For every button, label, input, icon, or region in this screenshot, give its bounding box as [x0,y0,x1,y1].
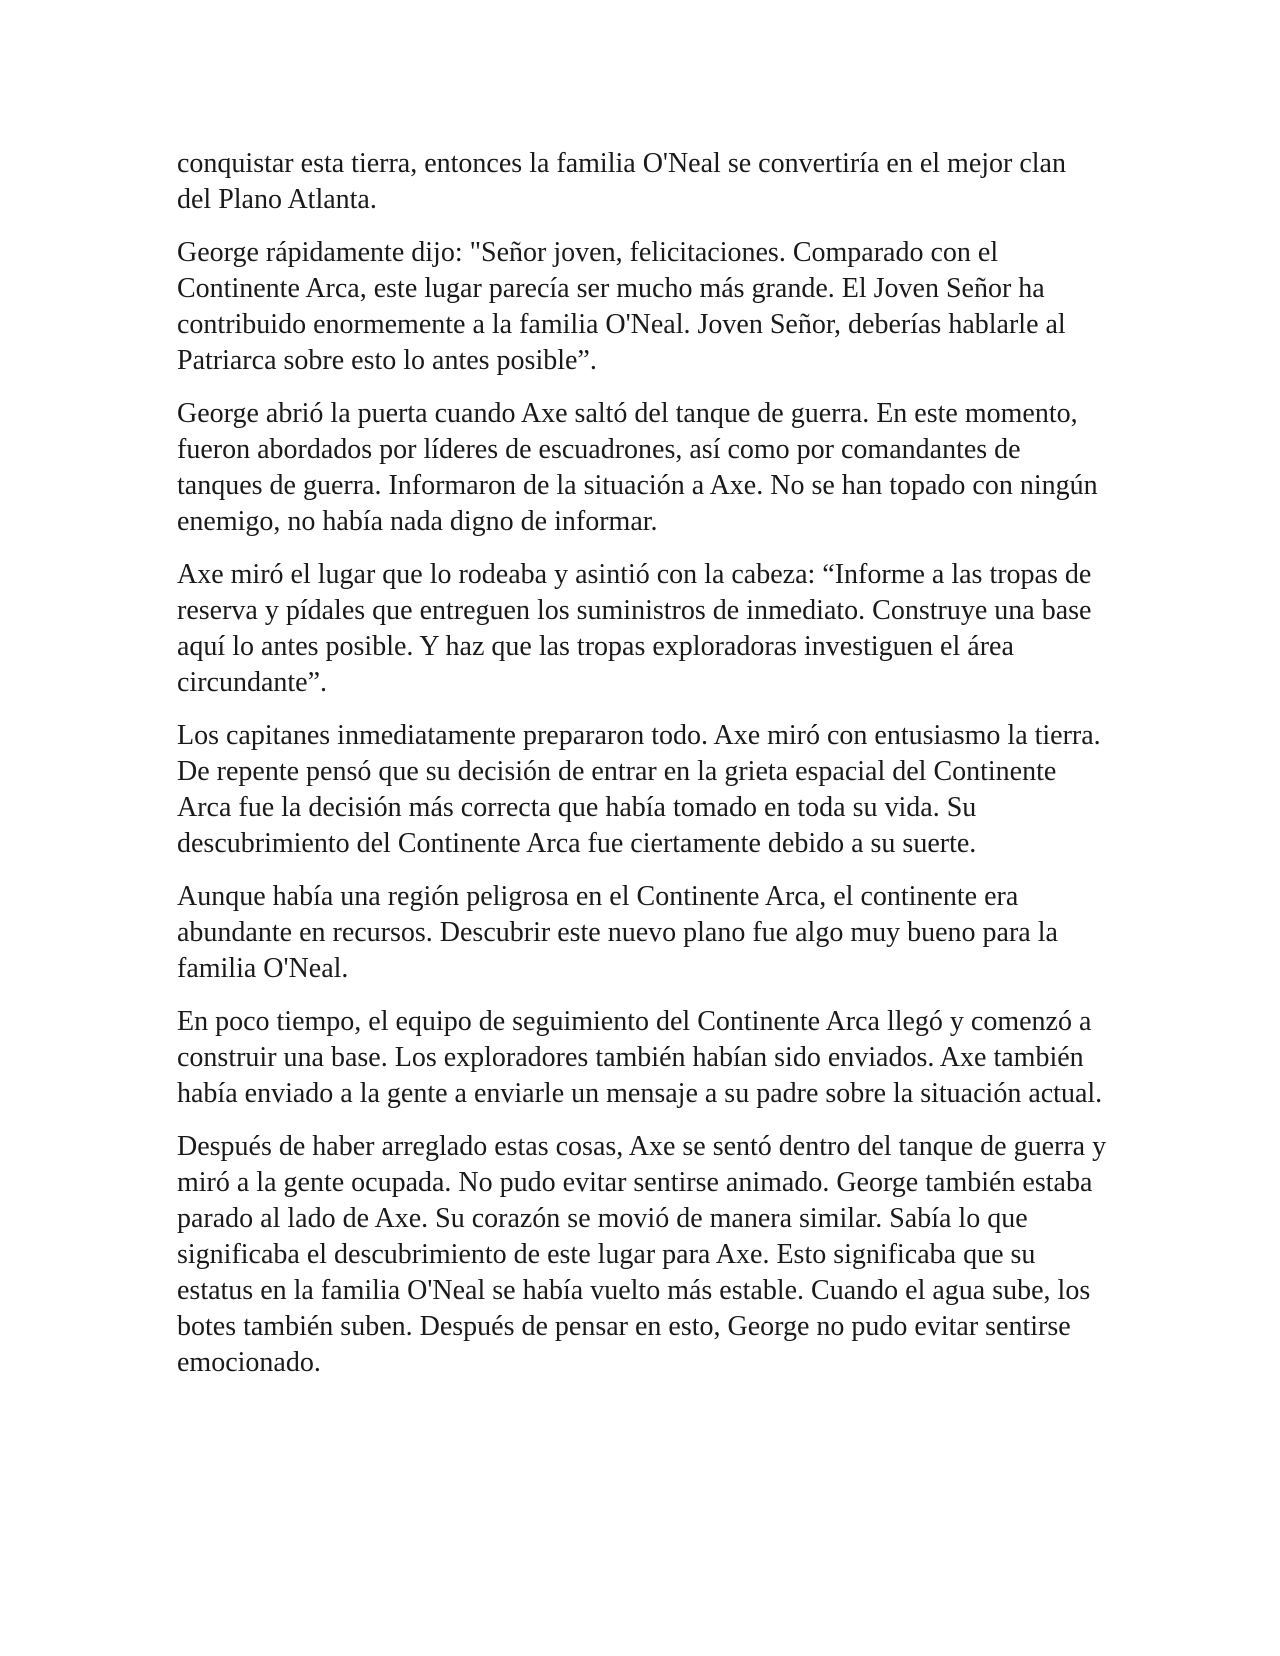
paragraph-3: George abrió la puerta cuando Axe saltó del tanque de guerra. En este momento, fueron abordados por líderes de escuadrones, así como por comandantes de tanques de guerra. Informaron de la situación a Axe. No se han topado con ningún enemigo, no había nada digno de informar. [177,398,1098,537]
document-body [177,146,1107,1398]
paragraph-5: Los capitanes inmediatamente prepararon todo. Axe miró con entusiasmo la tierra. De repente pensó que su decisión de entrar en la grieta espacial del Continente Arca fue la decisión más correcta que había tomado en toda su vida. Su descubrimiento del Continente Arca fue ciertamente debido a su suerte. [177,720,1101,859]
paragraph-1: conquistar esta tierra, entonces la familia O'Neal se convertiría en el mejor clan del Plano Atlanta. [177,148,1066,215]
paragraph-4: Axe miró el lugar que lo rodeaba y asintió con la cabeza: “Informe a las tropas de reserva y pídales que entreguen los suministros de inmediato. Construye una base aquí lo antes posible. Y haz que las tropas exploradoras investiguen el área circundante”. [177,559,1092,698]
paragraph-8: Después de haber arreglado estas cosas, Axe se sentó dentro del tanque de guerra y miró a la gente ocupada. No pudo evitar sentirse animado. George también estaba parado al lado de Axe. Su corazón se movió de manera similar. Sabía lo que significaba el descubrimiento de este lugar para Axe. Esto significaba que su estatus en la familia O'Neal se había vuelto más estable. Cuando el agua sube, los botes también suben. Después de pensar en esto, George no pudo evitar sentirse emocionado. [177,1131,1107,1378]
paragraph-7: En poco tiempo, el equipo de seguimiento del Continente Arca llegó y comenzó a construir una base. Los exploradores también habían sido enviados. Axe también había enviado a la gente a enviarle un mensaje a su padre sobre la situación actual. [177,1006,1103,1109]
paragraph-2: George rápidamente dijo: "Señor joven, felicitaciones. Comparado con el Continente Arca, este lugar parecía ser mucho más grande. El Joven Señor ha contribuido enormemente a la familia O'Neal. Joven Señor, deberías hablarle al Patriarca sobre esto lo antes posible”. [177,237,1066,376]
paragraph-6: Aunque había una región peligrosa en el Continente Arca, el continente era abundante en recursos. Descubrir este nuevo plano fue algo muy bueno para la familia O'Neal. [177,881,1058,984]
